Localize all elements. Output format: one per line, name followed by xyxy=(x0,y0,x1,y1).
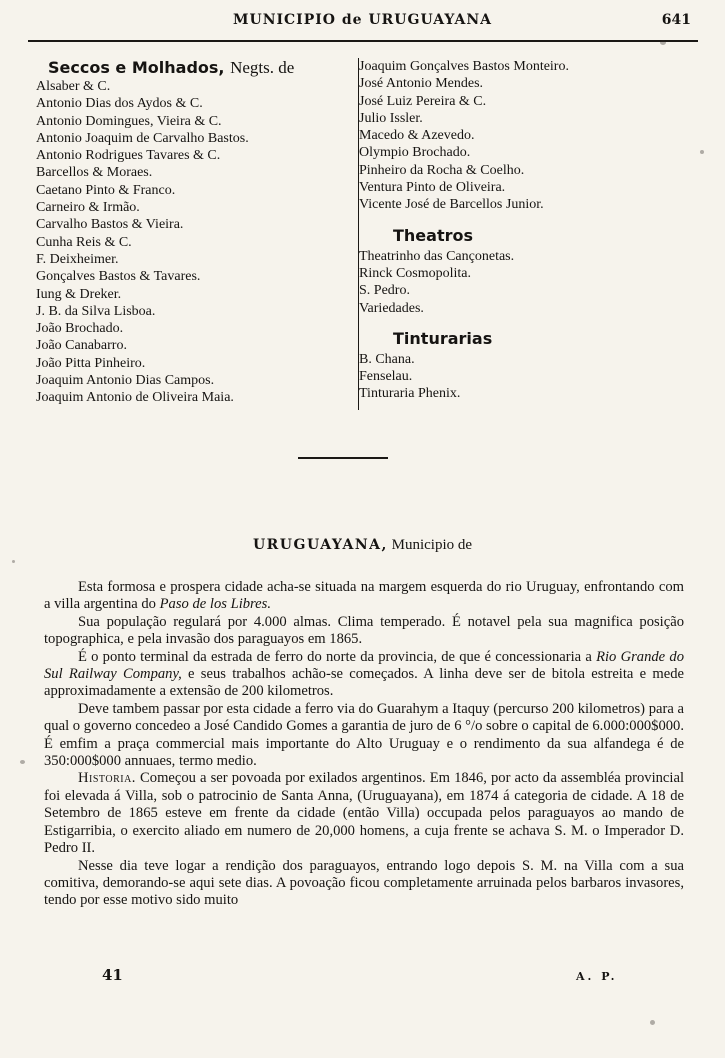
heading-normal: Negts. de xyxy=(230,58,295,77)
paragraph-3-italic: Rio Grande do Sul Railway Company, xyxy=(44,648,684,683)
merchant-entry: João Brochado. xyxy=(36,321,124,337)
merchant-entry: Carneiro & Irmão. xyxy=(36,200,140,216)
left-column xyxy=(36,58,352,407)
paragraph-1-italic: Paso de los Libres. xyxy=(159,596,271,613)
merchant-entry: Antonio Joaquim de Carvalho Bastos. xyxy=(36,130,249,146)
merchant-entry: José Antonio Mendes. xyxy=(359,76,484,92)
merchant-entry: Joaquim Antonio Dias Campos. xyxy=(36,373,215,389)
theatro-entry: Variedades. xyxy=(359,300,424,316)
article-title-rest: Municipio de xyxy=(391,537,473,553)
theatros-list xyxy=(359,248,689,317)
merchant-entry: F. Deixheimer. xyxy=(36,251,119,267)
print-speck xyxy=(660,40,666,45)
print-speck xyxy=(650,1020,655,1025)
merchant-entry: Julio Issler. xyxy=(359,110,423,126)
merchant-entry: Barcellos & Moraes. xyxy=(36,165,153,181)
merchant-entry: J. B. da Silva Lisboa. xyxy=(36,303,156,319)
paragraph-5 xyxy=(44,770,684,857)
sheet-number: 41 xyxy=(102,966,123,984)
merchant-entry: João Pitta Pinheiro. xyxy=(36,355,146,371)
paragraph-4: Deve tambem passar por esta cidade a ferro via do Guarahym a Itaquy (percurso 200 kilometros) para a qual o governo concedeo a José Candido Gomes a garantia de juro de 6 °/o sobre o capital de 6.000:000$000. É emfim a praça commercial mais importante do Alto Uruguay e o rendimento da sua alfandega é de 350:000$000 annuaes, termo medio. xyxy=(44,700,684,770)
merchant-entry: Vicente José de Barcellos Junior. xyxy=(359,197,544,213)
article-title xyxy=(0,537,725,554)
merchant-entry: José Luiz Pereira & C. xyxy=(359,93,487,109)
merchant-entry: Joaquim Gonçalves Bastos Monteiro. xyxy=(359,59,569,74)
merchant-entry: Joaquim Antonio de Oliveira Maia. xyxy=(36,390,234,406)
merchant-list-left xyxy=(36,78,352,407)
paragraph-1-text: Esta formosa e prospera cidade acha-se situada na margem esquerda do rio Uruguay, enfrontando com a villa argentina do xyxy=(44,579,684,613)
theatros-heading: Theatros xyxy=(393,225,474,245)
print-speck xyxy=(700,150,704,154)
merchant-list-right xyxy=(359,58,689,214)
merchant-entry: João Canabarro. xyxy=(36,338,127,354)
print-speck xyxy=(12,560,15,563)
merchant-entry: Antonio Domingues, Vieira & C. xyxy=(36,113,222,129)
tinturarias-list xyxy=(359,351,689,403)
merchant-entry: Iung & Dreker. xyxy=(36,286,122,302)
paragraph-6: Nesse dia teve logar a rendição dos paraguayos, entrando logo depois S. M. na Villa com a sua comitiva, demorando-se aqui sete dias. A povoação ficou completamente arruinada pelos barbaros invasores, tendo por esse motivo sido muito xyxy=(44,857,684,909)
merchant-entry: Carvalho Bastos & Vieira. xyxy=(36,217,184,233)
article-body xyxy=(44,579,684,910)
right-column xyxy=(358,58,689,410)
header-rule xyxy=(28,40,698,42)
article-title-caps: URUGUAYANA, xyxy=(252,537,388,553)
merchant-entry: Macedo & Azevedo. xyxy=(359,128,475,144)
tinturaria-entry: Tinturaria Phenix. xyxy=(359,386,461,402)
paragraph-1 xyxy=(44,579,684,614)
merchant-entry: Ventura Pinto de Oliveira. xyxy=(359,180,506,196)
tinturaria-entry: Fenselau. xyxy=(359,369,413,385)
merchant-entry: Alsaber & C. xyxy=(36,79,111,94)
paragraph-5-text: Começou a ser povoada por exilados argentinos. Em 1846, por acto da assembléa provincial foi elevada á Villa, sob o patrocinio de Santa Anna, (Uruguayana), em 1874 á categoria de cidade. A 18 de Setembro de 1865 esteve em frente da cidade (então Villa) occupada pelos paraguayos ao mando de Estigarribia, o exercito aliado em numero de 20,000 homens, a cuja frente se achava S. M. o Imperador D. Pedro II. xyxy=(44,770,684,857)
merchant-entry: Antonio Dias dos Aydos & C. xyxy=(36,96,203,112)
merchant-entry: Caetano Pinto & Franco. xyxy=(36,182,176,198)
merchant-entry: Olympio Brochado. xyxy=(359,145,471,161)
paragraph-3-text: É o ponto terminal da estrada de ferro do norte da provincia, de que é concessionaria a xyxy=(78,648,597,665)
page-number: 641 xyxy=(661,12,691,28)
left-section-heading xyxy=(48,58,352,78)
signature-mark: A. P. xyxy=(576,970,618,983)
section-divider xyxy=(298,457,388,459)
theatro-entry: Rinck Cosmopolita. xyxy=(359,265,471,281)
theatro-entry: Theatrinho das Cançonetas. xyxy=(359,248,515,264)
running-header xyxy=(0,12,725,36)
paragraph-3-text-end: e seus trabalhos achão-se começados. A linha deve ser de bitola estreita e mede approximadamente a extensão de 200 kilometros. xyxy=(44,666,684,700)
page-footer xyxy=(0,966,725,988)
theatro-entry: S. Pedro. xyxy=(359,283,410,299)
paragraph-2: Sua população regulará por 4.000 almas. Clima temperado. É notavel pela sua magnifica posição topographica, e pela invasão dos paraguayos em 1865. xyxy=(44,613,684,648)
print-speck xyxy=(20,760,25,764)
merchant-entry: Pinheiro da Rocha & Coelho. xyxy=(359,162,525,178)
heading-bold: Seccos e Molhados, xyxy=(48,58,225,77)
running-title: MUNICIPIO de URUGUAYANA xyxy=(232,12,493,28)
merchant-entry: Cunha Reis & C. xyxy=(36,234,132,250)
merchant-entry: Gonçalves Bastos & Tavares. xyxy=(36,269,201,285)
merchant-entry: Antonio Rodrigues Tavares & C. xyxy=(36,148,221,164)
historia-label: Historia. xyxy=(78,770,136,787)
tinturarias-heading: Tinturarias xyxy=(393,328,493,348)
tinturaria-entry: B. Chana. xyxy=(359,351,415,367)
paragraph-3 xyxy=(44,649,684,701)
